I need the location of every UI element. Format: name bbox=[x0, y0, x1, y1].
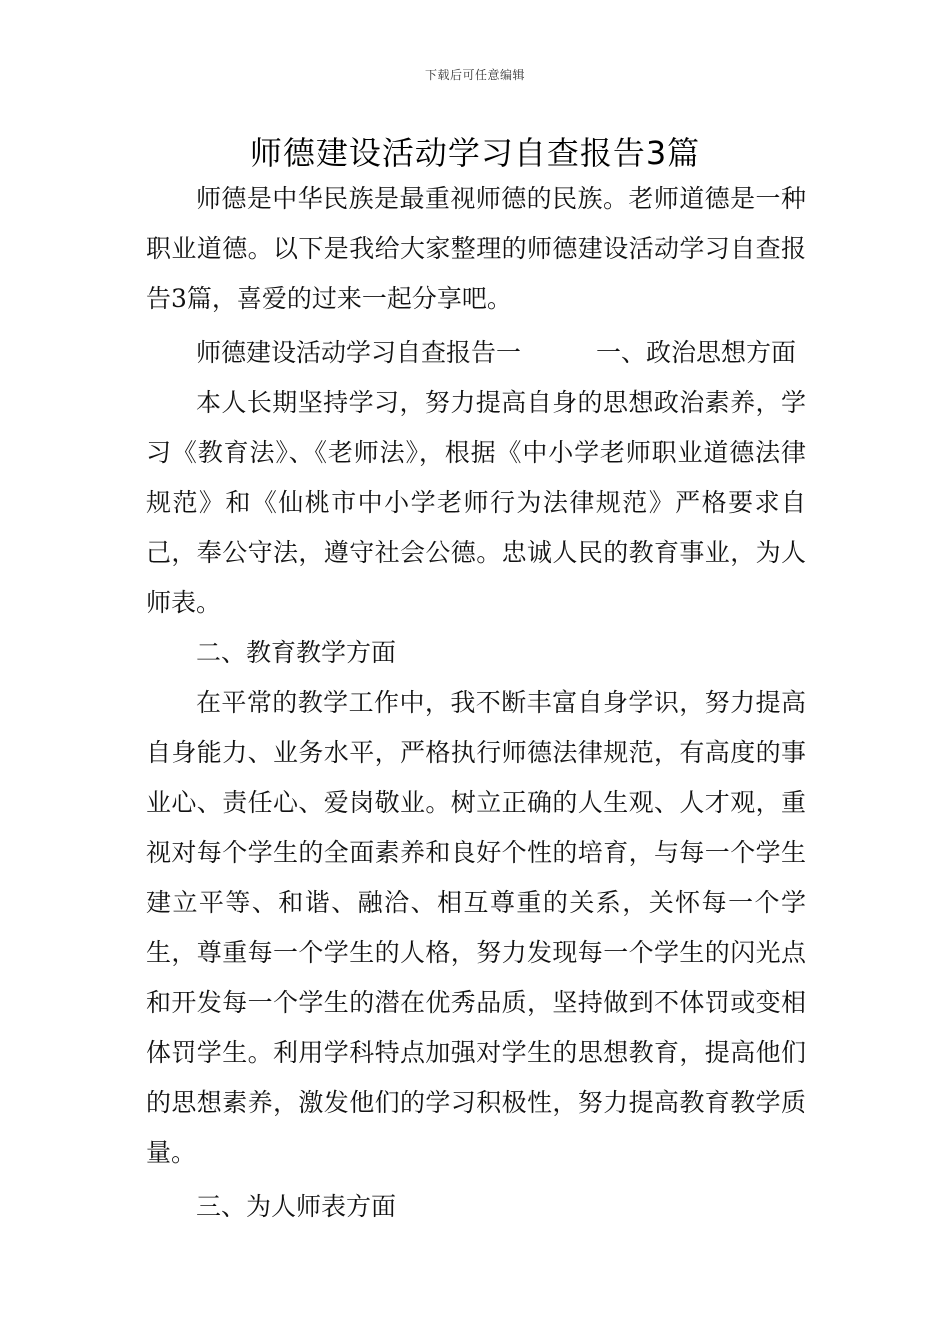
paragraph-teaching: 在平常的教学工作中，我不断丰富自身学识，努力提高自身能力、业务水平，严格执行师德法律规范，有高度的事业心、责任心、爱岗敬业。树立正确的人生观、人才观，重视对每个学生的全面素养和良好个性的培育，与每一个学生建立平等、和谐、融洽、相互尊重的关系，关怀每一个学生，尊重每一个学生的人格，努力发现每一个学生的闪光点和开发每一个学生的潜在优秀品质，坚持做到不体罚或变相体罚学生。利用学科特点加强对学生的思想教育，提高他们的思想素养，激发他们的学习积极性，努力提高教育教学质量。 bbox=[146, 688, 806, 1167]
document-title: 师德建设活动学习自查报告3篇 bbox=[249, 134, 701, 172]
section-heading-report-one: 师德建设活动学习自查报告一 一、政治思想方面 bbox=[196, 338, 797, 367]
document-body bbox=[146, 174, 806, 1232]
section-heading-role-model: 三、为人师表方面 bbox=[196, 1192, 397, 1221]
intro-paragraph: 师德是中华民族是最重视师德的民族。老师道德是一种职业道德。以下是我给大家整理的师德建设活动学习自查报告3篇，喜爱的过来一起分享吧。 bbox=[146, 184, 806, 313]
section-heading-teaching: 二、教育教学方面 bbox=[196, 638, 397, 667]
header-note: 下载后可任意编辑 bbox=[424, 68, 525, 82]
paragraph-political-thought: 本人长期坚持学习，努力提高自身的思想政治素养，学习《教育法》、《老师法》，根据《中小学老师职业道德法律规范》和《仙桃市中小学老师行为法律规范》严格要求自己，奉公守法，遵守社会公德。忠诚人民的教育事业，为人师表。 bbox=[146, 388, 806, 617]
